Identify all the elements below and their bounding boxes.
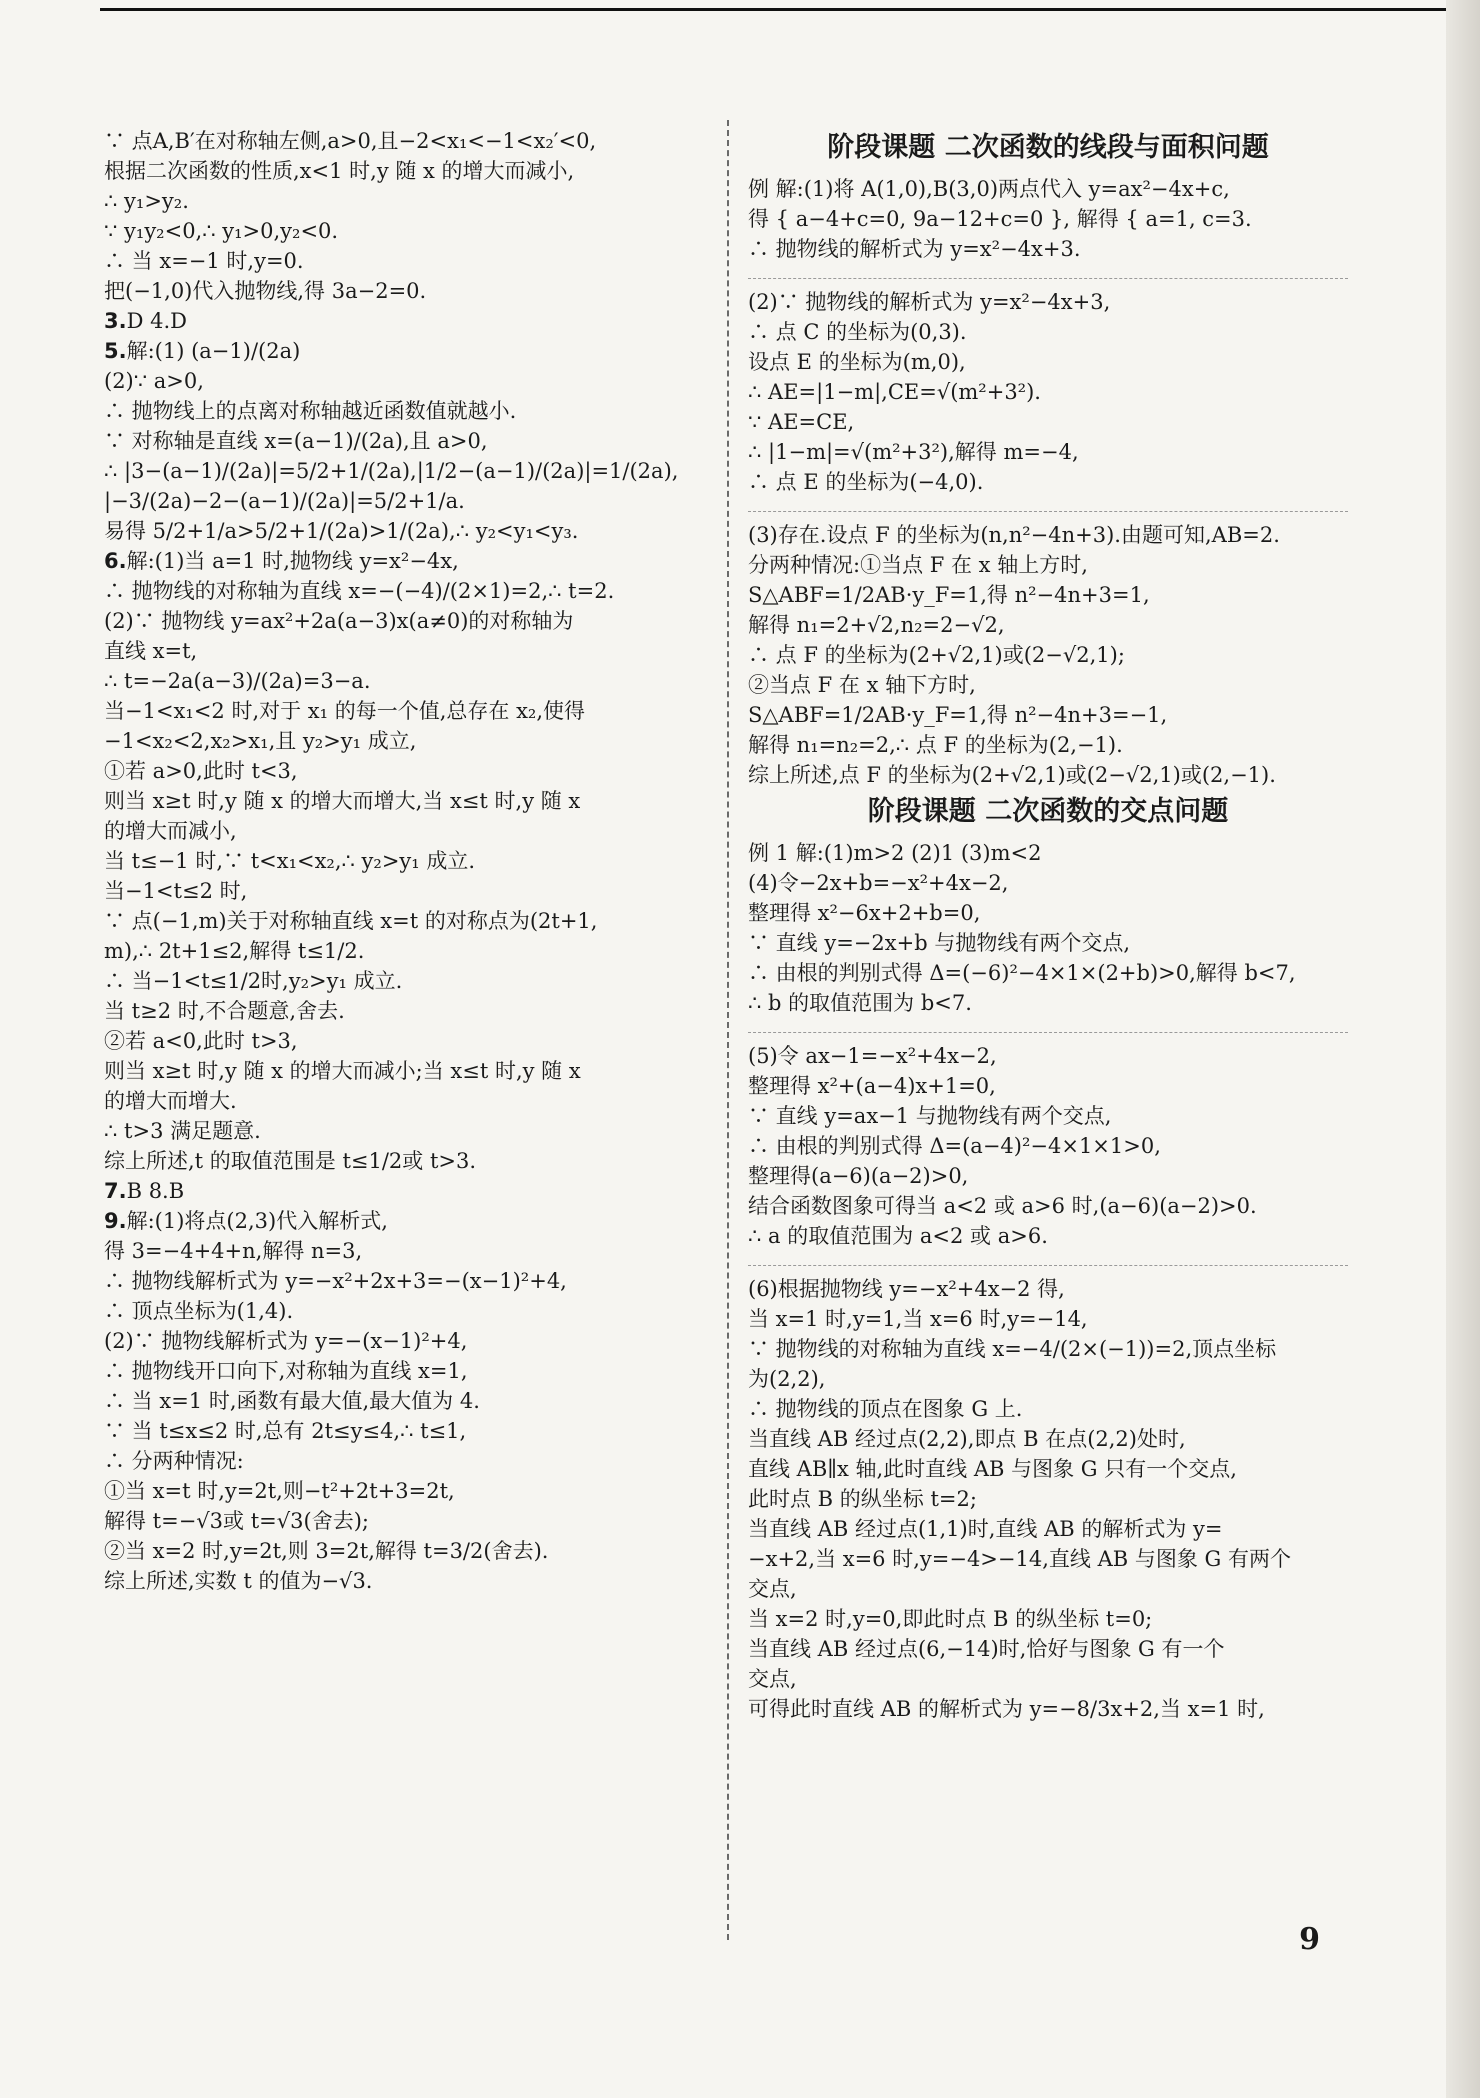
text-line: ∴ 抛物线上的点离对称轴越近函数值就越小. (104, 399, 517, 423)
text-line: (3)存在.设点 F 的坐标为(n,n²−4n+3).由题可知,AB=2. (748, 523, 1280, 547)
text-line: 整理得 x²−6x+2+b=0, (748, 901, 981, 925)
top-rule (100, 8, 1446, 11)
text-line: 根据二次函数的性质,x<1 时,y 随 x 的增大而减小, (104, 159, 575, 183)
text-line: ∴ 由根的判别式得 Δ=(a−4)²−4×1×1>0, (748, 1134, 1161, 1158)
text-line: 当 x=2 时,y=0,即此时点 B 的纵坐标 t=0; (748, 1607, 1153, 1631)
text-line: 为(2,2), (748, 1367, 826, 1391)
text-line: ∵ 直线 y=ax−1 与抛物线有两个交点, (748, 1104, 1112, 1128)
text-line: 得 3=−4+4+n,解得 n=3, (104, 1239, 363, 1263)
text-line: (4)令−2x+b=−x²+4x−2, (748, 871, 1009, 895)
text-line: 3.D 4.D (104, 309, 187, 333)
text-line: S△ABF=1/2AB·y_F=1,得 n²−4n+3=1, (748, 583, 1150, 607)
text-line: 解得 t=−√3或 t=√3(舍去); (104, 1509, 369, 1533)
text-line: 解得 n₁=2+√2,n₂=2−√2, (748, 613, 1005, 637)
page-number: 9 (1299, 1922, 1320, 1957)
text-line: ∴ b 的取值范围为 b<7. (748, 991, 972, 1015)
text-line: ①若 a>0,此时 t<3, (104, 759, 298, 783)
text-line: ∴ 点 C 的坐标为(0,3). (748, 320, 967, 344)
text-line: ∴ y₁>y₂. (104, 189, 189, 213)
text-line: 当 t≤−1 时,∵ t<x₁<x₂,∴ y₂>y₁ 成立. (104, 849, 476, 873)
text-line: ∴ 分两种情况: (104, 1449, 244, 1473)
text-line: 把(−1,0)代入抛物线,得 3a−2=0. (104, 279, 427, 303)
text-line: ①当 x=t 时,y=2t,则−t²+2t+3=2t, (104, 1479, 455, 1503)
text-line: 可得此时直线 AB 的解析式为 y=−8/3x+2,当 x=1 时, (748, 1697, 1265, 1721)
block-separator (748, 268, 1348, 279)
text-line: 此时点 B 的纵坐标 t=2; (748, 1487, 977, 1511)
text-line: 结合函数图象可得当 a<2 或 a>6 时,(a−6)(a−2)>0. (748, 1194, 1257, 1218)
text-line: (2)∵ 抛物线 y=ax²+2a(a−3)x(a≠0)的对称轴为 (104, 609, 574, 633)
text-line: 7.B 8.B (104, 1179, 185, 1203)
text-line: ∴ t=−2a(a−3)/(2a)=3−a. (104, 669, 371, 693)
text-line: ∴ 抛物线解析式为 y=−x²+2x+3=−(x−1)²+4, (104, 1269, 567, 1293)
text-line: ∵ y₁y₂<0,∴ y₁>0,y₂<0. (104, 219, 339, 243)
text-line: ∴ 当 x=−1 时,y=0. (104, 249, 304, 273)
text-line: 设点 E 的坐标为(m,0), (748, 350, 966, 374)
text-line: 综上所述,t 的取值范围是 t≤1/2或 t>3. (104, 1149, 477, 1173)
example1-parts-1-4 (748, 838, 1348, 1018)
text-line: 9.解:(1)将点(2,3)代入解析式, (104, 1209, 388, 1233)
text-line: 当−1<t≤2 时, (104, 879, 248, 903)
text-line: 整理得(a−6)(a−2)>0, (748, 1164, 969, 1188)
text-line: |−3/(2a)−2−(a−1)/(2a)|=5/2+1/a. (104, 489, 465, 513)
text-line: (5)令 ax−1=−x²+4x−2, (748, 1044, 997, 1068)
text-line: 交点, (748, 1667, 797, 1691)
text-line: ∵ 点(−1,m)关于对称轴直线 x=t 的对称点为(2t+1, (104, 909, 598, 933)
text-line: ②当点 F 在 x 轴下方时, (748, 673, 976, 697)
block-separator (748, 1255, 1348, 1266)
text-line: ②当 x=2 时,y=2t,则 3=2t,解得 t=3/2(舍去). (104, 1539, 549, 1563)
text-line: 综上所述,实数 t 的值为−√3. (104, 1569, 373, 1593)
text-line: 则当 x≥t 时,y 随 x 的增大而增大,当 x≤t 时,y 随 x (104, 789, 581, 813)
text-line: 解得 n₁=n₂=2,∴ 点 F 的坐标为(2,−1). (748, 733, 1123, 757)
text-line: 例 1 解:(1)m>2 (2)1 (3)m<2 (748, 841, 1042, 865)
text-line: 5.解:(1) (a−1)/(2a) (104, 339, 301, 363)
text-line: ∴ 抛物线的解析式为 y=x²−4x+3. (748, 237, 1081, 261)
text-line: −1<x₂<2,x₂>x₁,且 y₂>y₁ 成立, (104, 729, 417, 753)
text-line: −x+2,当 x=6 时,y=−4>−14,直线 AB 与图象 G 有两个 (748, 1547, 1291, 1571)
text-line: m),∴ 2t+1≤2,解得 t≤1/2. (104, 939, 365, 963)
block-separator (748, 501, 1348, 512)
example1-part-6 (748, 1274, 1348, 1724)
text-line: S△ABF=1/2AB·y_F=1,得 n²−4n+3=−1, (748, 703, 1168, 727)
text-line: 则当 x≥t 时,y 随 x 的增大而减小;当 x≤t 时,y 随 x (104, 1059, 581, 1083)
text-line: ∴ 顶点坐标为(1,4). (104, 1299, 294, 1323)
question-number: 3. (104, 309, 127, 333)
question-number: 9. (104, 1209, 127, 1233)
block-separator (748, 1022, 1348, 1033)
text-line: ∵ AE=CE, (748, 410, 855, 434)
example-part-3 (748, 520, 1348, 790)
text-line: ∴ 当 x=1 时,函数有最大值,最大值为 4. (104, 1389, 480, 1413)
text-line: 交点, (748, 1577, 797, 1601)
text-line: 当直线 AB 经过点(2,2),即点 B 在点(2,2)处时, (748, 1427, 1186, 1451)
question-number: 7. (104, 1179, 127, 1203)
text-line: 当 x=1 时,y=1,当 x=6 时,y=−14, (748, 1307, 1088, 1331)
text-line: ∴ |1−m|=√(m²+3²),解得 m=−4, (748, 440, 1079, 464)
text-line: ∴ 抛物线的顶点在图象 G 上. (748, 1397, 1023, 1421)
text-line: ∵ 抛物线的对称轴为直线 x=−4/(2×(−1))=2,顶点坐标 (748, 1337, 1277, 1361)
text-line: 当 t≥2 时,不合题意,舍去. (104, 999, 345, 1023)
text-line: ∵ 点A,B′在对称轴左侧,a>0,且−2<x₁<−1<x₂′<0, (104, 129, 597, 153)
text-line: ∴ AE=|1−m|,CE=√(m²+3²). (748, 380, 1041, 404)
text-line: 得 { a−4+c=0, 9a−12+c=0 }, 解得 { a=1, c=3. (748, 207, 1252, 231)
question-number: 5. (104, 339, 127, 363)
example-part-1 (748, 174, 1348, 264)
text-line: 6.解:(1)当 a=1 时,抛物线 y=x²−4x, (104, 549, 459, 573)
text-line: 易得 5/2+1/a>5/2+1/(2a)>1/(2a),∴ y₂<y₁<y₃. (104, 519, 579, 543)
text-line: (2)∵ a>0, (104, 369, 204, 393)
example-part-2 (748, 287, 1348, 497)
text-line: 当−1<x₁<2 时,对于 x₁ 的每一个值,总存在 x₂,使得 (104, 699, 586, 723)
text-line: 的增大而增大. (104, 1089, 237, 1113)
text-line: 整理得 x²+(a−4)x+1=0, (748, 1074, 996, 1098)
text-line: 综上所述,点 F 的坐标为(2+√2,1)或(2−√2,1)或(2,−1). (748, 763, 1276, 787)
text-line: (2)∵ 抛物线解析式为 y=−(x−1)²+4, (104, 1329, 468, 1353)
text-line: ∵ 直线 y=−2x+b 与抛物线有两个交点, (748, 931, 1130, 955)
text-line: ∴ 抛物线的对称轴为直线 x=−(−4)/(2×1)=2,∴ t=2. (104, 579, 615, 603)
text-line: ∴ t>3 满足题意. (104, 1119, 261, 1143)
column-divider (727, 120, 729, 1940)
text-line: 的增大而减小, (104, 819, 237, 843)
text-line: ∴ 点 E 的坐标为(−4,0). (748, 470, 984, 494)
text-line: 直线 AB∥x 轴,此时直线 AB 与图象 G 只有一个交点, (748, 1457, 1237, 1481)
section-heading-intersection: 阶段课题 二次函数的交点问题 (867, 796, 1229, 827)
text-line: ∴ a 的取值范围为 a<2 或 a>6. (748, 1224, 1048, 1248)
question-number: 6. (104, 549, 127, 573)
example1-part-5 (748, 1041, 1348, 1251)
right-column (748, 126, 1348, 1946)
text-line: ∵ 当 t≤x≤2 时,总有 2t≤y≤4,∴ t≤1, (104, 1419, 467, 1443)
text-line: ②若 a<0,此时 t>3, (104, 1029, 298, 1053)
text-line: ∴ 抛物线开口向下,对称轴为直线 x=1, (104, 1359, 468, 1383)
text-line: ∵ 对称轴是直线 x=(a−1)/(2a),且 a>0, (104, 429, 488, 453)
text-line: ∴ |3−(a−1)/(2a)|=5/2+1/(2a),|1/2−(a−1)/(2a)|=1/(2a), (104, 459, 679, 483)
text-line: 直线 x=t, (104, 639, 198, 663)
text-line: ∴ 点 F 的坐标为(2+√2,1)或(2−√2,1); (748, 643, 1125, 667)
text-line: (2)∵ 抛物线的解析式为 y=x²−4x+3, (748, 290, 1111, 314)
text-line: 例 解:(1)将 A(1,0),B(3,0)两点代入 y=ax²−4x+c, (748, 177, 1230, 201)
section-heading-line-area: 阶段课题 二次函数的线段与面积问题 (827, 132, 1269, 163)
left-column (104, 126, 694, 1946)
page-edge (1446, 0, 1480, 2098)
text-line: (6)根据抛物线 y=−x²+4x−2 得, (748, 1277, 1065, 1301)
text-line: 分两种情况:①当点 F 在 x 轴上方时, (748, 553, 1088, 577)
text-line: ∴ 当−1<t≤1/2时,y₂>y₁ 成立. (104, 969, 403, 993)
text-line: 当直线 AB 经过点(6,−14)时,恰好与图象 G 有一个 (748, 1637, 1225, 1661)
text-line: ∴ 由根的判别式得 Δ=(−6)²−4×1×(2+b)>0,解得 b<7, (748, 961, 1296, 985)
text-line: 当直线 AB 经过点(1,1)时,直线 AB 的解析式为 y= (748, 1517, 1223, 1541)
